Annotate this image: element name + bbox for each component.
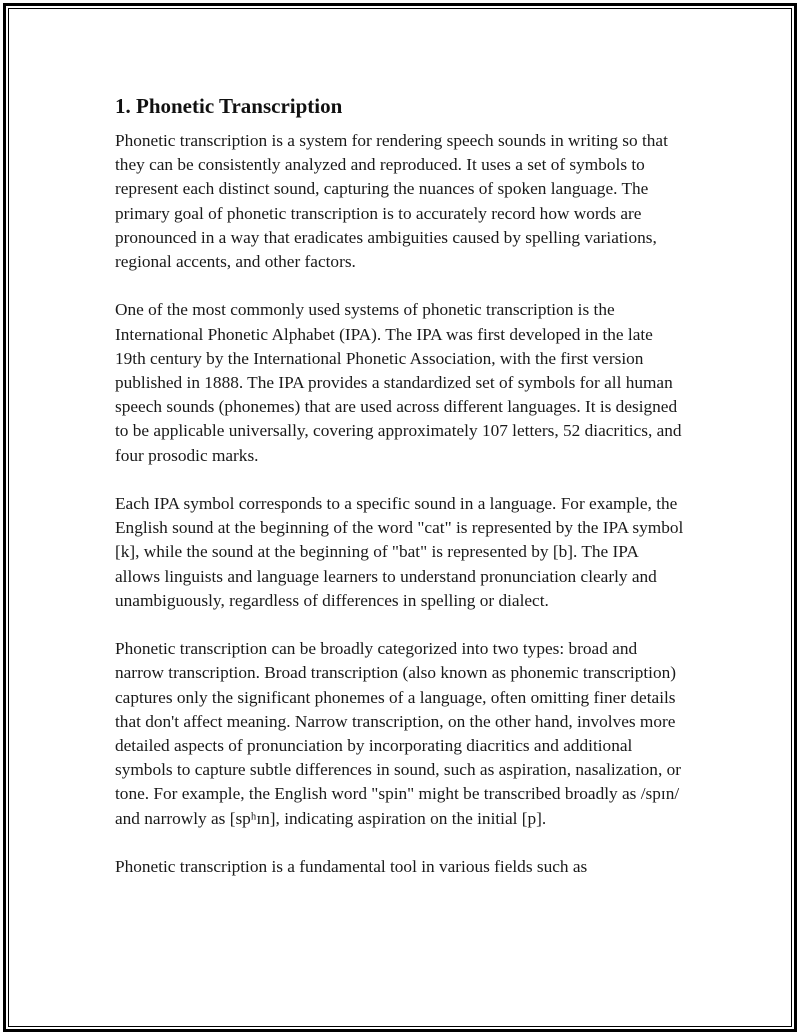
paragraph-3: Each IPA symbol corresponds to a specific sound in a language. For example, the English sound at the beginning of the word "cat" is represented by the IPA symbol [k], while the sound at the beginning of "bat" is represented by [b]. The IPA allows linguists and language learners to understand pronunciation clearly and unambiguously, regardless of differences in spelling or dialect. (115, 494, 684, 610)
paragraph-5: Phonetic transcription is a fundamental tool in various fields such as (115, 857, 588, 877)
paragraph-1: Phonetic transcription is a system for rendering speech sounds in writing so that they can be consistently analyzed and reproduced. It uses a set of symbols to represent each distinct sound, capturing the nuances of spoken language. The primary goal of phonetic transcription is to accurately record how words are pronounced in a way that eradicates ambiguities caused by spelling variations, regional accents, and other factors. (115, 131, 668, 272)
document-body (115, 93, 687, 903)
section-title: 1. Phonetic Transcription (115, 94, 343, 118)
paragraph-2: One of the most commonly used systems of phonetic transcription is the International Phonetic Alphabet (IPA). The IPA was first developed in the late 19th century by the International Phonetic Association, with the first version published in 1888. The IPA provides a standardized set of symbols for all human speech sounds (phonemes) that are used across different languages. It is designed to be applicable universally, covering approximately 107 letters, 52 diacritics, and four prosodic marks. (115, 300, 682, 465)
paragraph-4: Phonetic transcription can be broadly categorized into two types: broad and narrow transcription. Broad transcription (also known as phonemic transcription) captures only the significant phonemes of a language, often omitting finer details that don't affect meaning. Narrow transcription, on the other hand, involves more detailed aspects of pronunciation by incorporating diacritics and additional symbols to capture subtle differences in sound, such as aspiration, nasalization, or tone. For example, the English word "spin" might be transcribed broadly as /spɪn/ and narrowly as [spʰɪn], indicating aspiration on the initial [p]. (115, 639, 681, 828)
